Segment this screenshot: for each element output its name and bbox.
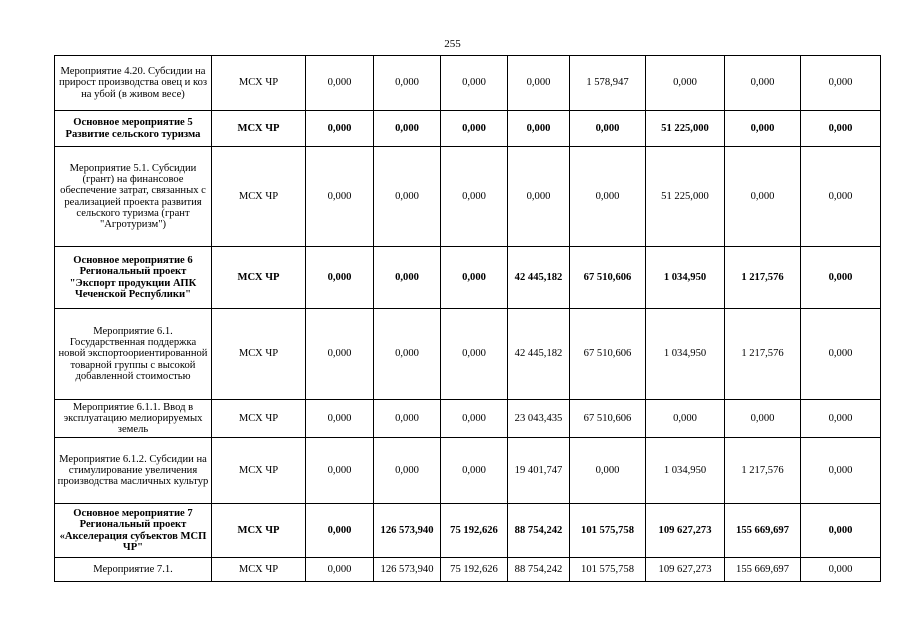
event-name-cell: Основное мероприятие 6 Региональный проект "Экспорт продукции АПК Чеченской Республики" [55, 247, 212, 309]
amount-cell: 101 575,758 [570, 558, 646, 582]
amount-cell: 126 573,940 [374, 504, 441, 558]
amount-cell: 0,000 [374, 247, 441, 309]
amount-cell: 0,000 [508, 147, 570, 247]
amount-cell: 0,000 [801, 504, 881, 558]
amount-cell: 109 627,273 [646, 504, 725, 558]
amount-cell: 0,000 [374, 147, 441, 247]
executor-cell: МСХ ЧР [212, 247, 306, 309]
executor-cell: МСХ ЧР [212, 111, 306, 147]
amount-cell: 88 754,242 [508, 504, 570, 558]
event-name-cell: Мероприятие 6.1.1. Ввод в эксплуатацию мелиорируемых земель [55, 400, 212, 438]
amount-cell: 0,000 [441, 438, 508, 504]
amount-cell: 0,000 [306, 504, 374, 558]
amount-cell: 0,000 [306, 558, 374, 582]
amount-cell: 1 034,950 [646, 247, 725, 309]
amount-cell: 0,000 [306, 309, 374, 400]
amount-cell: 1 217,576 [725, 309, 801, 400]
event-name-cell: Мероприятие 5.1. Субсидии (грант) на финансовое обеспечение затрат, связанных с реализацией проекта развития сельского туризма (грант "Агротуризм") [55, 147, 212, 247]
amount-cell: 0,000 [441, 111, 508, 147]
table-row [55, 504, 881, 558]
amount-cell: 0,000 [306, 111, 374, 147]
event-name-cell: Мероприятие 7.1. [55, 558, 212, 582]
amount-cell: 0,000 [306, 438, 374, 504]
table-row [55, 247, 881, 309]
table-row [55, 147, 881, 247]
amount-cell: 0,000 [801, 438, 881, 504]
amount-cell: 101 575,758 [570, 504, 646, 558]
amount-cell: 67 510,606 [570, 247, 646, 309]
amount-cell: 1 578,947 [570, 56, 646, 111]
budget-table [54, 55, 881, 582]
amount-cell: 0,000 [725, 147, 801, 247]
table-row [55, 56, 881, 111]
event-name-cell: Мероприятие 4.20. Субсидии на прирост производства овец и коз на убой (в живом весе) [55, 56, 212, 111]
amount-cell: 0,000 [374, 438, 441, 504]
amount-cell: 0,000 [374, 111, 441, 147]
executor-cell: МСХ ЧР [212, 309, 306, 400]
amount-cell: 0,000 [801, 56, 881, 111]
amount-cell: 0,000 [441, 147, 508, 247]
executor-cell: МСХ ЧР [212, 438, 306, 504]
amount-cell: 0,000 [801, 309, 881, 400]
amount-cell: 155 669,697 [725, 558, 801, 582]
amount-cell: 0,000 [306, 147, 374, 247]
amount-cell: 23 043,435 [508, 400, 570, 438]
amount-cell: 0,000 [306, 247, 374, 309]
amount-cell: 0,000 [441, 56, 508, 111]
amount-cell: 75 192,626 [441, 558, 508, 582]
amount-cell: 0,000 [801, 400, 881, 438]
amount-cell: 42 445,182 [508, 309, 570, 400]
executor-cell: МСХ ЧР [212, 558, 306, 582]
amount-cell: 51 225,000 [646, 147, 725, 247]
event-name-cell: Основное мероприятие 5 Развитие сельского туризма [55, 111, 212, 147]
executor-cell: МСХ ЧР [212, 504, 306, 558]
amount-cell: 0,000 [374, 309, 441, 400]
amount-cell: 0,000 [306, 400, 374, 438]
amount-cell: 0,000 [508, 56, 570, 111]
amount-cell: 0,000 [508, 111, 570, 147]
amount-cell: 1 217,576 [725, 438, 801, 504]
executor-cell: МСХ ЧР [212, 400, 306, 438]
amount-cell: 67 510,606 [570, 309, 646, 400]
amount-cell: 1 217,576 [725, 247, 801, 309]
amount-cell: 0,000 [725, 111, 801, 147]
event-name-cell: Мероприятие 6.1. Государственная поддержка новой экспортоориентированной товарной группы с высокой добавленной стоимостью [55, 309, 212, 400]
amount-cell: 109 627,273 [646, 558, 725, 582]
amount-cell: 0,000 [374, 56, 441, 111]
amount-cell: 0,000 [306, 56, 374, 111]
amount-cell: 0,000 [801, 147, 881, 247]
amount-cell: 1 034,950 [646, 438, 725, 504]
amount-cell: 88 754,242 [508, 558, 570, 582]
amount-cell: 0,000 [801, 558, 881, 582]
amount-cell: 0,000 [725, 56, 801, 111]
amount-cell: 0,000 [801, 111, 881, 147]
event-name-cell: Основное мероприятие 7 Региональный проект «Акселерация субъектов МСП ЧР" [55, 504, 212, 558]
event-name-cell: Мероприятие 6.1.2. Субсидии на стимулирование увеличения производства масличных культур [55, 438, 212, 504]
amount-cell: 1 034,950 [646, 309, 725, 400]
amount-cell: 0,000 [570, 438, 646, 504]
amount-cell: 0,000 [801, 247, 881, 309]
table-row [55, 111, 881, 147]
executor-cell: МСХ ЧР [212, 56, 306, 111]
amount-cell: 42 445,182 [508, 247, 570, 309]
executor-cell: МСХ ЧР [212, 147, 306, 247]
table-row [55, 309, 881, 400]
amount-cell: 155 669,697 [725, 504, 801, 558]
amount-cell: 67 510,606 [570, 400, 646, 438]
amount-cell: 19 401,747 [508, 438, 570, 504]
amount-cell: 0,000 [570, 111, 646, 147]
amount-cell: 0,000 [646, 400, 725, 438]
amount-cell: 0,000 [570, 147, 646, 247]
amount-cell: 75 192,626 [441, 504, 508, 558]
amount-cell: 0,000 [374, 400, 441, 438]
table-row [55, 400, 881, 438]
table-row [55, 438, 881, 504]
amount-cell: 0,000 [441, 309, 508, 400]
page-number: 255 [444, 38, 461, 50]
table-row [55, 558, 881, 582]
amount-cell: 0,000 [725, 400, 801, 438]
amount-cell: 0,000 [441, 247, 508, 309]
amount-cell: 126 573,940 [374, 558, 441, 582]
amount-cell: 51 225,000 [646, 111, 725, 147]
amount-cell: 0,000 [441, 400, 508, 438]
amount-cell: 0,000 [646, 56, 725, 111]
